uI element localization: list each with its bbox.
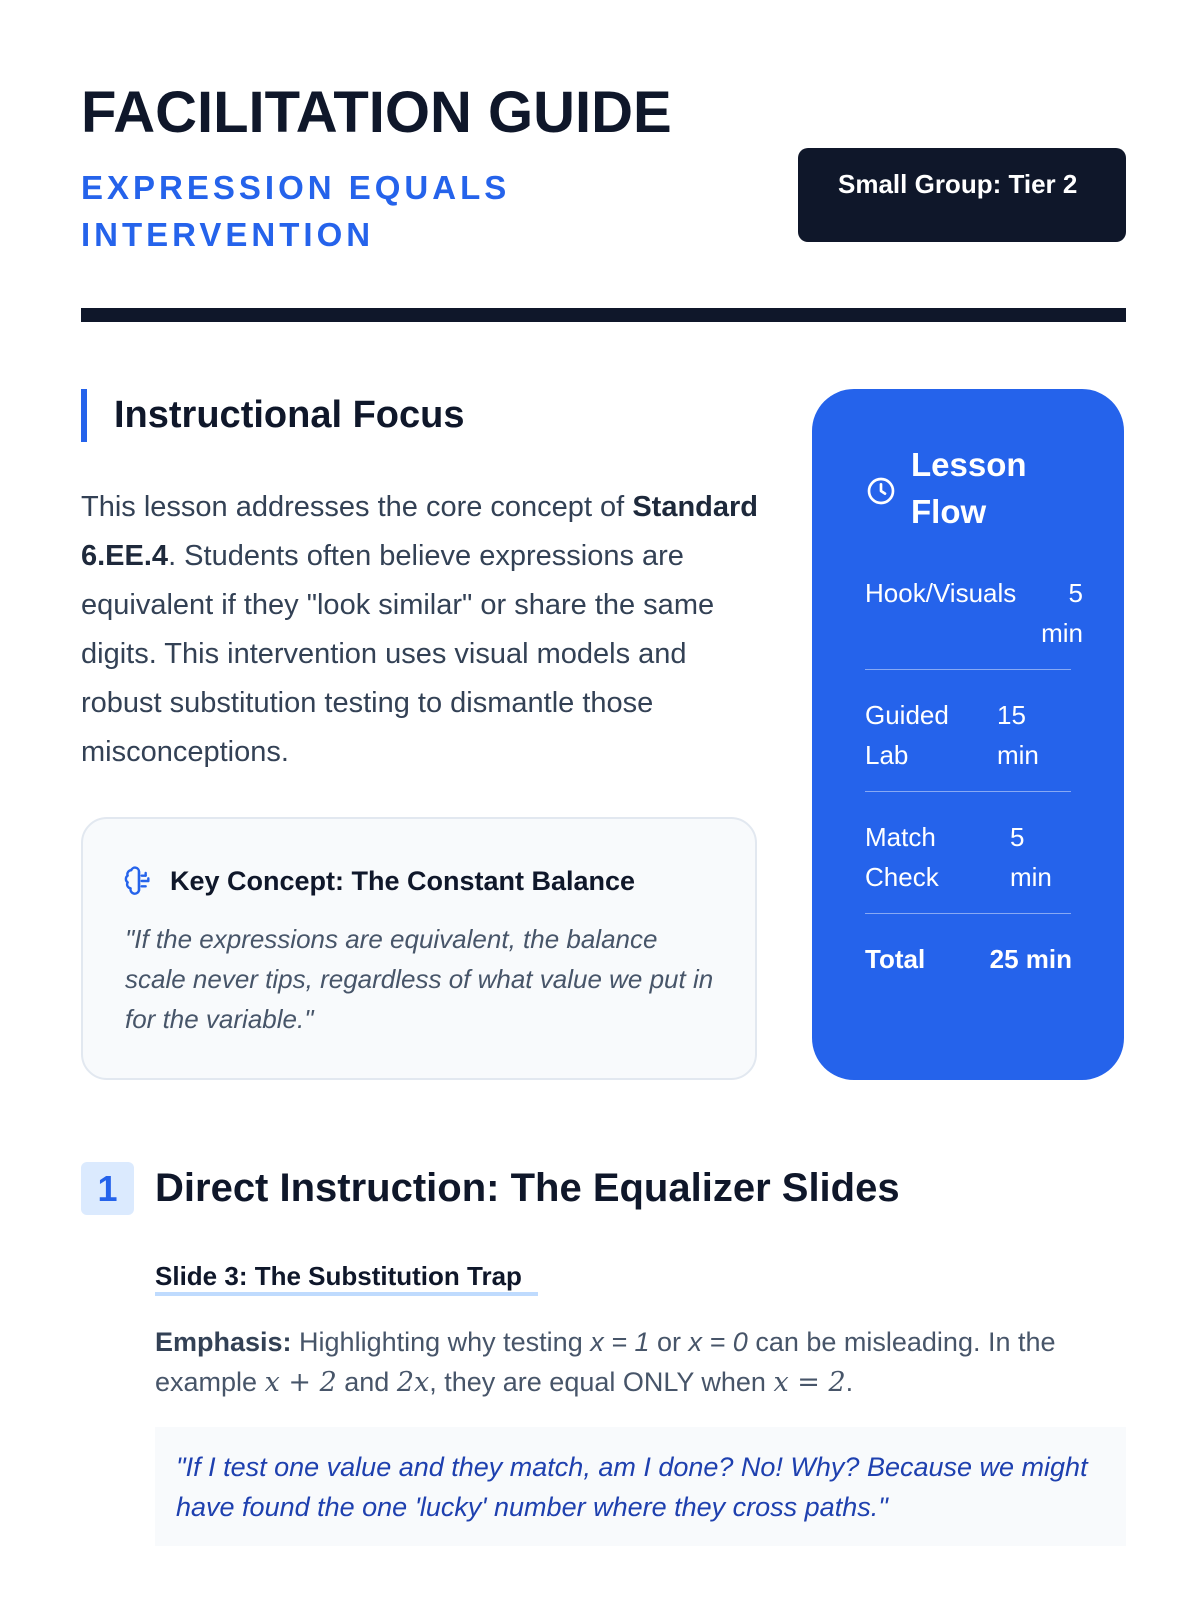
emphasis-text: and bbox=[336, 1367, 397, 1397]
instructional-focus-body bbox=[81, 483, 771, 777]
clock-icon bbox=[865, 475, 897, 507]
emphasis-paragraph bbox=[155, 1322, 1115, 1403]
flow-row-label: Match Check bbox=[865, 822, 939, 892]
lesson-flow-title: Lesson Flow bbox=[911, 446, 1027, 530]
flow-divider bbox=[865, 913, 1071, 914]
math-expression: x = 1 bbox=[590, 1327, 650, 1357]
brain-icon bbox=[123, 865, 155, 897]
step-heading: Direct Instruction: The Equalizer Slides bbox=[155, 1166, 900, 1210]
math-expression: x + 2 bbox=[264, 1367, 337, 1398]
flow-row-time: 5 min bbox=[1010, 822, 1052, 892]
step-number-badge: 1 bbox=[81, 1162, 134, 1215]
math-expression: x = 2 bbox=[773, 1367, 846, 1398]
flow-row-guided-lab bbox=[865, 695, 1071, 779]
teacher-script-quote: "If I test one value and they match, am I done? No! Why? Because we might have found the one 'lucky' number where they cross paths." bbox=[176, 1452, 1088, 1522]
emphasis-text: Highlighting why testing bbox=[291, 1327, 591, 1357]
key-concept-card bbox=[81, 817, 757, 1080]
header-divider bbox=[81, 308, 1126, 322]
focus-body-rest: . Students often believe expressions are equivalent if they "look similar" or share the same digits. This intervention uses visual models and robust substitution testing to dismantle those misconceptions. bbox=[81, 540, 715, 768]
instructional-focus-heading: Instructional Focus bbox=[114, 394, 465, 436]
flow-row-label: Guided Lab bbox=[865, 700, 949, 770]
section-accent-bar bbox=[81, 389, 87, 442]
slide-title: Slide 3: The Substitution Trap bbox=[155, 1261, 522, 1291]
flow-row-hook bbox=[865, 573, 1083, 657]
math-expression: x = 0 bbox=[688, 1327, 748, 1357]
flow-total-time: 25 min bbox=[989, 944, 1072, 974]
flow-row-time: 15 min bbox=[997, 700, 1039, 770]
flow-row-time: 5 min bbox=[1041, 578, 1083, 648]
flow-row-label: Hook/Visuals bbox=[865, 578, 1017, 608]
page-subtitle: EXPRESSION EQUALS INTERVENTION bbox=[81, 169, 511, 253]
flow-divider bbox=[865, 669, 1071, 670]
slide-title-underline bbox=[155, 1292, 538, 1296]
emphasis-text: . bbox=[845, 1367, 854, 1397]
tier-badge: Small Group: Tier 2 bbox=[798, 148, 1126, 242]
emphasis-text: or bbox=[649, 1327, 689, 1357]
emphasis-label: Emphasis: bbox=[155, 1327, 292, 1357]
key-concept-quote: "If the expressions are equivalent, the balance scale never tips, regardless of what value we put in for the variable." bbox=[125, 924, 714, 1034]
focus-body-standard: Standard 6.EE.4 bbox=[81, 491, 758, 572]
emphasis-text: can be misleading. In the example bbox=[155, 1327, 1056, 1397]
lesson-flow-card bbox=[812, 389, 1124, 1080]
teacher-script-callout bbox=[155, 1427, 1126, 1546]
math-expression: 2x bbox=[396, 1367, 430, 1398]
flow-total-label: Total bbox=[865, 944, 926, 974]
flow-row-match-check bbox=[865, 817, 1071, 901]
flow-row-total bbox=[865, 939, 1071, 979]
page-title: FACILITATION GUIDE bbox=[81, 80, 672, 145]
flow-divider bbox=[865, 791, 1071, 792]
focus-body-intro: This lesson addresses the core concept of bbox=[81, 491, 633, 523]
emphasis-text: , they are equal ONLY when bbox=[429, 1367, 774, 1397]
key-concept-title: Key Concept: The Constant Balance bbox=[170, 866, 636, 896]
